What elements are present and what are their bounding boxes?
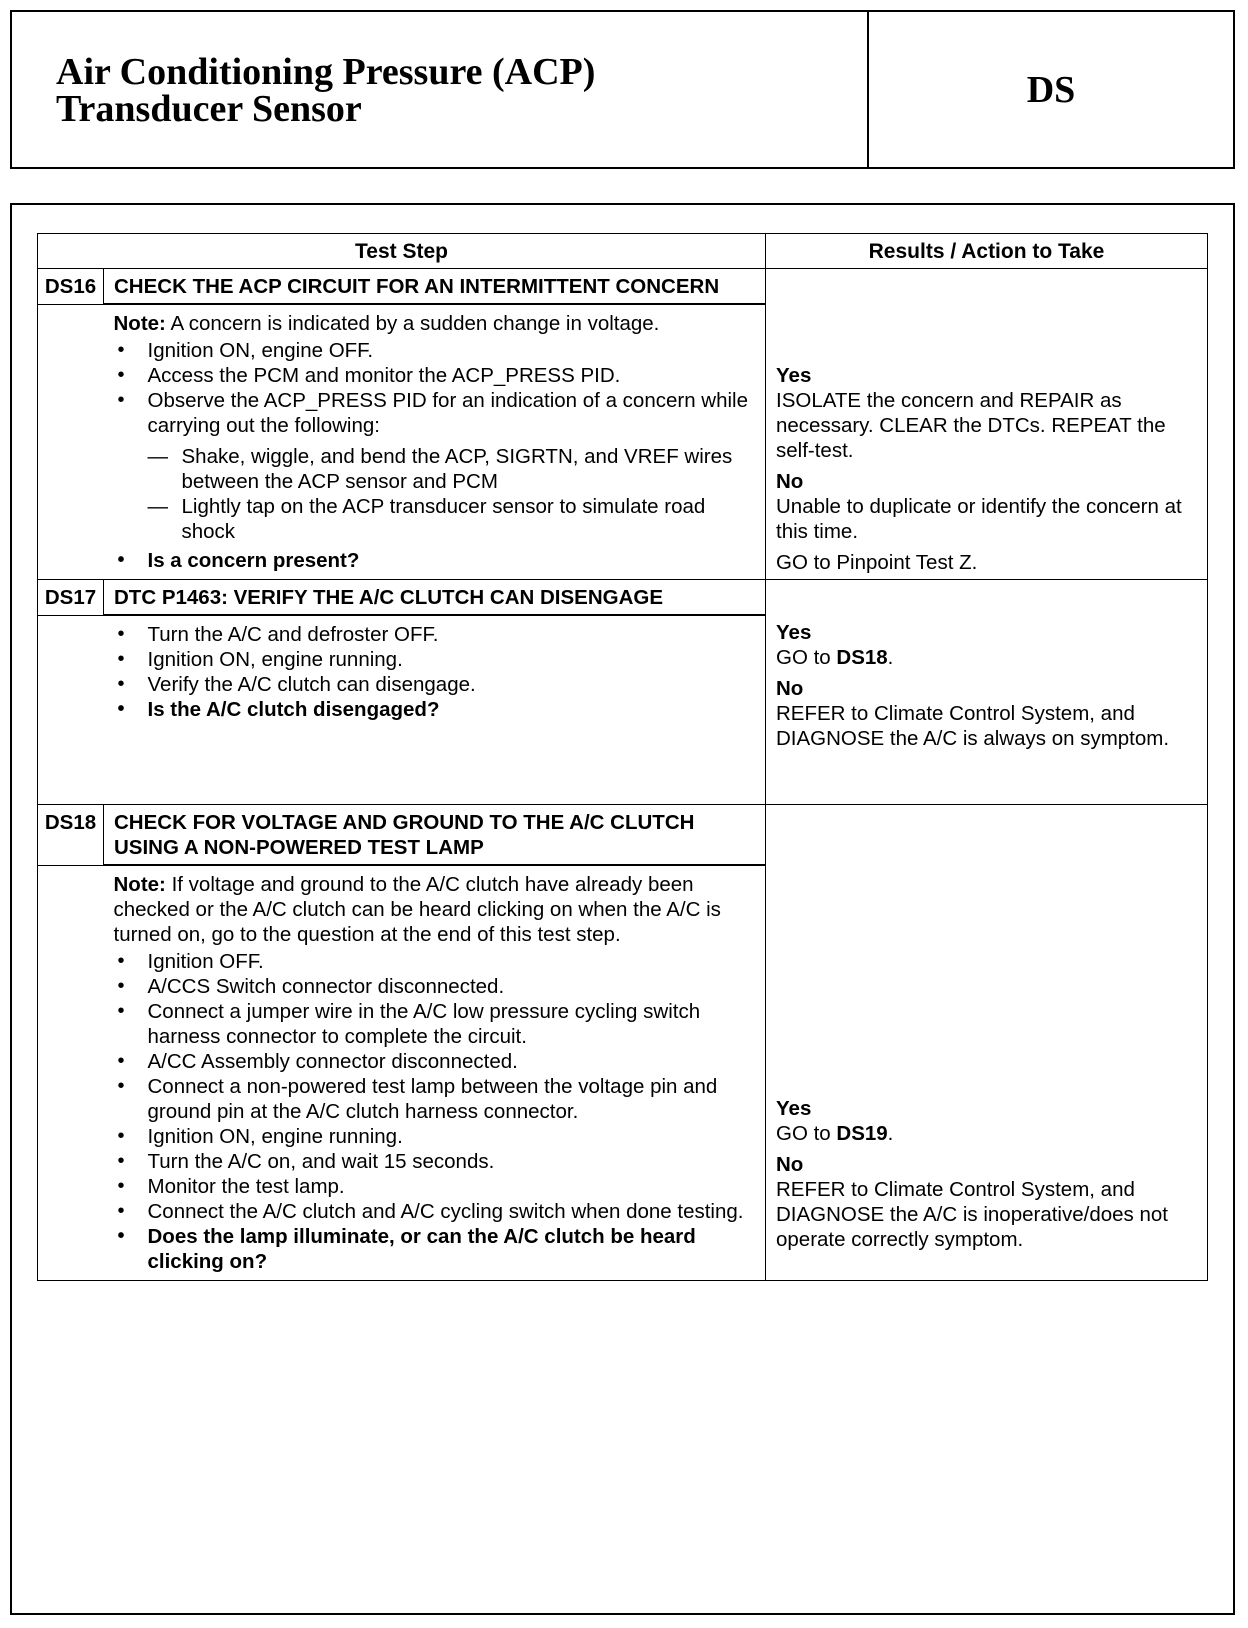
no-label-ds17: No: [776, 677, 804, 700]
step-ds17-title-row: [38, 580, 1208, 616]
no-label-ds18: No: [776, 1153, 804, 1176]
step-id-ds18: DS18: [38, 805, 104, 866]
page-title: [56, 51, 596, 130]
step-id-ds16: DS16: [38, 269, 104, 305]
step-body-ds16: [104, 304, 766, 580]
question-ds16: • Is a concern present?: [114, 548, 756, 573]
id-spacer-ds17: [38, 615, 104, 805]
list-item-text: Observe the ACP_PRESS PID for an indication of a concern while carrying out the following:: [147, 389, 749, 437]
list-item: — Lightly tap on the ACP transducer sensor to simulate road shock: [114, 494, 756, 544]
title-line-1: Air Conditioning Pressure (ACP): [56, 51, 596, 93]
list-item: • A/CC Assembly connector disconnected.: [114, 1049, 756, 1074]
list-item: • Ignition OFF.: [114, 949, 756, 974]
page-header: [10, 10, 1235, 169]
list-item: • Ignition ON, engine OFF.: [114, 338, 756, 363]
list-item: • Ignition ON, engine running.: [114, 1124, 756, 1149]
yes-go-ds18: GO to: [776, 1122, 837, 1145]
no-action-ds16: Unable to duplicate or identify the concern at this time.: [776, 495, 1182, 543]
table-header-row: [38, 234, 1208, 269]
list-item: • Monitor the test lamp.: [114, 1174, 756, 1199]
results-ds18: [766, 805, 1208, 1281]
yes-go-ds17: GO to: [776, 646, 837, 669]
note-label-ds18: Note:: [113, 873, 166, 896]
step-title-ds16: CHECK THE ACP CIRCUIT FOR AN INTERMITTENT CONCERN: [104, 269, 766, 305]
step-title-ds17: DTC P1463: VERIFY THE A/C CLUTCH CAN DISENGAGE: [104, 580, 766, 616]
list-item: • Verify the A/C clutch can disengage.: [114, 672, 756, 697]
no-label-ds16: No: [776, 470, 804, 493]
note-label-ds16: Note:: [113, 312, 166, 335]
list-item: • Connect a non-powered test lamp between the voltage pin and ground pin at the A/C clutch harness connector.: [114, 1074, 756, 1124]
section-code: DS: [1026, 68, 1076, 111]
step-id-ds17: DS17: [38, 580, 104, 616]
no-action-ds17: REFER to Climate Control System, and DIAGNOSE the A/C is always on symptom.: [776, 702, 1170, 750]
step-title-ds18: CHECK FOR VOLTAGE AND GROUND TO THE A/C CLUTCH USING A NON-POWERED TEST LAMP: [104, 805, 766, 866]
list-item: • Ignition ON, engine running.: [114, 647, 756, 672]
step-ds18-title-row: [38, 805, 1208, 866]
question-ds17: • Is the A/C clutch disengaged?: [114, 697, 756, 722]
yes-label-ds18: Yes: [776, 1097, 812, 1120]
step-body-ds18: [104, 865, 766, 1281]
id-spacer-ds18: [38, 865, 104, 1281]
test-step-table: [37, 233, 1208, 1281]
list-item: • Turn the A/C and defroster OFF.: [114, 622, 756, 647]
instructions-ds16: [114, 338, 756, 573]
list-item: • Connect the A/C clutch and A/C cycling switch when done testing.: [114, 1199, 756, 1224]
instructions-ds18: [114, 949, 756, 1274]
id-spacer-ds16: [38, 304, 104, 580]
list-item: — Shake, wiggle, and bend the ACP, SIGRTN, and VREF wires between the ACP sensor and PCM: [114, 444, 756, 494]
list-item: [114, 388, 756, 544]
yes-end-ds18: .: [887, 1122, 894, 1145]
results-ds16: [766, 269, 1208, 580]
yes-label-ds16: Yes: [776, 364, 812, 387]
column-header-results: Results / Action to Take: [766, 234, 1208, 269]
yes-end-ds17: .: [887, 646, 894, 669]
list-item: • Turn the A/C on, and wait 15 seconds.: [114, 1149, 756, 1174]
yes-label-ds17: Yes: [776, 621, 812, 644]
yes-action-ds18: [776, 1121, 1201, 1146]
sub-instructions-ds16: [114, 444, 756, 544]
list-item: • Connect a jumper wire in the A/C low pressure cycling switch harness connector to complete the circuit.: [114, 999, 756, 1049]
question-ds18: • Does the lamp illuminate, or can the A/C clutch be heard clicking on?: [114, 1224, 756, 1274]
list-item: • Access the PCM and monitor the ACP_PRESS PID.: [114, 363, 756, 388]
yes-action-ds16: ISOLATE the concern and REPAIR as necessary. CLEAR the DTCs. REPEAT the self-test.: [776, 389, 1166, 462]
note-ds18: [114, 872, 756, 947]
instructions-ds17: [114, 622, 756, 722]
yes-action-ds17: [776, 645, 1201, 670]
step-ds16-title-row: [38, 269, 1208, 305]
yes-target-ds17: DS18: [836, 646, 888, 669]
note-text-ds16: A concern is indicated by a sudden change in voltage.: [165, 312, 660, 335]
list-item: • A/CCS Switch connector disconnected.: [114, 974, 756, 999]
yes-target-ds18: DS19: [836, 1122, 888, 1145]
note-ds16: [114, 311, 756, 336]
note-text-ds18: If voltage and ground to the A/C clutch have already been checked or the A/C clutch can be heard clicking on when the A/C is turned on, go to the question at the end of this test step.: [113, 873, 721, 946]
step-body-ds17: [104, 615, 766, 805]
title-line-2: Transducer Sensor: [56, 88, 362, 130]
no-goto-ds16: GO to Pinpoint Test Z.: [776, 551, 978, 574]
results-ds17: [766, 580, 1208, 805]
column-header-test-step: Test Step: [38, 234, 766, 269]
no-action-ds18: REFER to Climate Control System, and DIAGNOSE the A/C is inoperative/does not operate correctly symptom.: [776, 1178, 1168, 1251]
